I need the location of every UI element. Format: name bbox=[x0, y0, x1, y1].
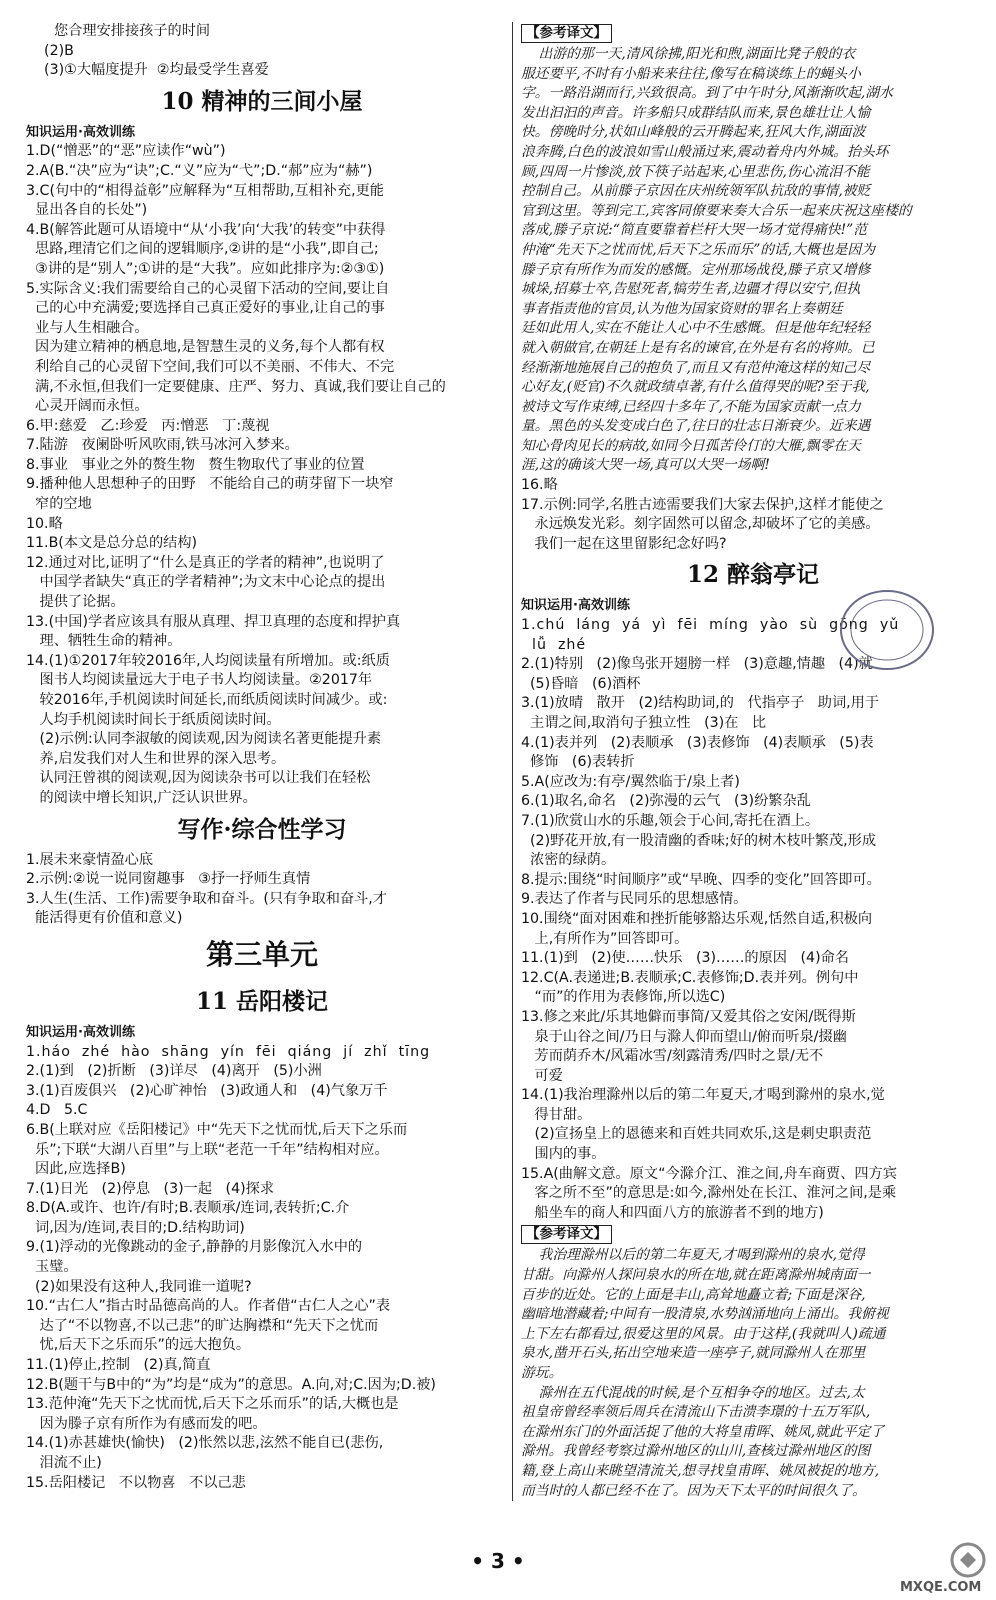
answer-line: 顾,四周一片惨淡,放下筷子站起来,心里悲伤,伤心流泪不能 bbox=[521, 163, 870, 180]
answer-line: 6.B(上联对应《岳阳楼记》中“先天下之忧而忧,后天下之乐而 bbox=[26, 1121, 408, 1138]
answer-line: 词,因为/连词,表目的;D.结构助词) bbox=[26, 1219, 245, 1236]
subsection-label: 知识运用·高效训练 bbox=[521, 598, 630, 614]
answer-line: 4.D 5.C bbox=[26, 1102, 88, 1119]
answer-line: 泉于山谷之间/乃日与滁人仰而望山/俯而听泉/掇幽 bbox=[521, 1028, 847, 1045]
answer-line: 围内的事。 bbox=[521, 1146, 606, 1163]
answer-line: 11.B(本文是总分总的结构) bbox=[26, 535, 198, 552]
answer-line: 思路,理清它们之间的逻辑顺序,②讲的是“小我”,即自己; bbox=[26, 241, 379, 258]
answer-line: 出游的那一天,清风徐拂,阳光和煦,湖面比凳子般的衣 bbox=[521, 46, 856, 62]
answer-line: 2.示例:②说一说同窗趣事 ③抒一抒师生真情 bbox=[26, 871, 311, 888]
answer-line: 知心骨肉见长的病故,如同今日孤苦伶仃的大雁,飘零在天 bbox=[521, 437, 861, 454]
answer-line: (2)B bbox=[26, 42, 74, 59]
answer-line: 8.事业 事业之外的赘生物 赘生物取代了事业的位置 bbox=[26, 456, 365, 473]
answer-line: 泪流不止) bbox=[26, 1455, 102, 1471]
answer-line: 12.B(题干与B中的“为”均是“成为”的意思。A.向,对;C.因为;D.被) bbox=[26, 1376, 436, 1393]
answer-line: “而”的作用为表修饰,所以选C) bbox=[521, 989, 726, 1006]
section-title: 11 岳阳楼记 bbox=[195, 987, 328, 1015]
answer-line: 经渐渐地施展自己的抱负了,而且又有范仲淹这样的知己尽 bbox=[521, 359, 871, 376]
answer-line: 主谓之间,取消句子独立性 (3)在 比 bbox=[521, 715, 767, 731]
answer-line: 2.(1)到 (2)折断 (3)详尽 (4)离开 (5)小洲 bbox=[26, 1063, 322, 1080]
answer-line: 显出各自的长处”) bbox=[26, 202, 148, 219]
right-column bbox=[512, 22, 985, 1501]
answer-line: 籍,登上高山来眺望清流关,想寻找皇甫晖、姚凤被捉的地方, bbox=[521, 1462, 880, 1479]
reference-header bbox=[521, 22, 985, 45]
answer-line: 达了“不以物喜,不以己悲”的旷达胸襟和“先天下之忧而 bbox=[26, 1317, 379, 1334]
page-number: • 3 • bbox=[471, 1549, 525, 1573]
answer-line: 4.B(解答此题可从语境中“从‘小我’向‘大我’的转变”中获得 bbox=[26, 221, 386, 238]
answer-line: 12.通过对比,证明了“什么是真正的学者的精神”,也说明了 bbox=[26, 554, 385, 571]
reference-label: 【参考译文】 bbox=[521, 24, 612, 43]
answer-line: 滕子京有所作为而发的感慨。定州那场战役,滕子京又增修 bbox=[521, 261, 871, 278]
answer-line: 就入朝做官,在朝廷上是有名的谏官,在外是有名的将帅。已 bbox=[521, 339, 875, 356]
answer-line: 业与人生相融合。 bbox=[26, 319, 149, 336]
answer-line: 幽暗地潜藏着;中间有一股清泉,水势汹涌地向上涌出。我俯视 bbox=[521, 1306, 889, 1323]
answer-line: 心好友,(贬官)不久就政绩卓著,有什么值得哭的呢?至于我, bbox=[521, 379, 870, 396]
answer-line: 芳而荫乔木/风霜冰雪/刻露清秀/四时之景/无不 bbox=[521, 1048, 824, 1065]
answer-line: 养,启发我们对人生和世界的深入思考。 bbox=[26, 750, 286, 767]
answer-line: 可爱 bbox=[521, 1067, 563, 1084]
answer-line: lǚ zhé bbox=[521, 636, 587, 653]
answer-line: 认同汪曾祺的阅读观,因为阅读杂书可以让我们在轻松 bbox=[26, 770, 371, 787]
answer-line: 字。一路沿湖而行,兴致很高。到了中午时分,风渐渐吹起,湖水 bbox=[521, 85, 893, 102]
answer-line: 控制自己。从前滕子京因在庆州统领军队抗敌的事情,被贬 bbox=[521, 183, 871, 200]
answer-line: 客之所不至”的意思是:如今,滁州处在长江、淮河之间,是乘 bbox=[521, 1185, 897, 1202]
answer-line: 的阅读中增长知识,广泛认识世界。 bbox=[26, 789, 257, 806]
answer-line: 13.范仲淹“先天下之忧而忧,后天下之乐而乐”的话,大概也是 bbox=[26, 1396, 399, 1413]
answer-line: 15.A(曲解文意。原文“今滁介江、淮之间,舟车商贾、四方宾 bbox=[521, 1165, 897, 1182]
answer-line: 玉璧。 bbox=[26, 1259, 78, 1276]
answer-line: 14.(1)赤甚雄快(愉快) (2)怅然以悲,泫然不能自已(悲伤, bbox=[26, 1435, 384, 1452]
answer-line: 理、牺牲生命的精神。 bbox=[26, 633, 182, 650]
answer-line: 10.“古仁人”指古时品德高尚的人。作者借“古仁人之心”表 bbox=[26, 1298, 391, 1315]
answer-line: 15.岳阳楼记 不以物喜 不以己悲 bbox=[26, 1474, 246, 1491]
answer-line: 事者指责他的官员,认为他为国家资财的罪名上奏朝廷 bbox=[521, 300, 843, 317]
answer-line: 官到这里。等到完工,宾客同僚要来奏大合乐一起来庆祝这座楼的 bbox=[521, 202, 912, 219]
answer-line: 人均手机阅读时间长于纸质阅读时间。 bbox=[26, 711, 281, 728]
answer-line: 13.(中国)学者应该具有服从真理、捍卫真理的态度和捍护真 bbox=[26, 613, 401, 630]
answer-line: 落成,滕子京说:“简直要靠着栏杆大哭一场才觉得痛快!”范 bbox=[521, 222, 868, 239]
answer-line: 较2016年,手机阅读时间延长,而纸质阅读时间减少。或: bbox=[26, 692, 388, 708]
answer-line: 泉水,凿开石头,拓出空地来造一座亭子,就同滁州人在那里 bbox=[521, 1345, 866, 1362]
section-title: 10 精神的三间小屋 bbox=[161, 87, 363, 115]
answer-line: 廷如此用人,实在不能让人心中不生感慨。但是他年纪轻轻 bbox=[521, 320, 871, 337]
answer-line: 提供了论据。 bbox=[26, 594, 125, 611]
subsection-label: 知识运用·高效训练 bbox=[26, 124, 135, 140]
answer-line: 7.陆游 夜阑卧听风吹雨,铁马冰河入梦来。 bbox=[26, 437, 299, 454]
answer-line: 11.(1)停止,控制 (2)真,简直 bbox=[26, 1357, 211, 1374]
answer-line: 浪奔腾,白色的波浪如雪山般涌过来,震动着舟内外城。抬头环 bbox=[521, 143, 889, 160]
answer-line: 14.(1)①2017年较2016年,人均阅读量有所增加。或:纸质 bbox=[26, 652, 390, 669]
answer-line: 涯,这的确该大哭一场,真可以大哭一场啊! bbox=[521, 457, 770, 474]
answer-line: 浓密的绿荫。 bbox=[521, 852, 616, 869]
answer-line: 6.(1)取名,命名 (2)弥漫的云气 (3)纷繁杂乱 bbox=[521, 793, 811, 810]
answer-line: 滁州在五代混战的时候,是个互相争夺的地区。过去,太 bbox=[521, 1384, 865, 1401]
answer-line: 9.表达了作者与民同乐的思想感情。 bbox=[521, 891, 748, 908]
answer-line: 甘甜。向滁州人探问泉水的所在地,就在距离滁州城南面一 bbox=[521, 1267, 871, 1284]
answer-line: (2)宣扬皇上的恩德来和百姓共同欢乐,这是刺史职责范 bbox=[521, 1126, 872, 1143]
answer-line: 己的心中充满爱;要选择自己真正爱好的事业,让自己的事 bbox=[26, 300, 385, 317]
answer-line: 在滁州东门的外面活捉了他的大将皇甫晖、姚凤,就此平定了 bbox=[521, 1423, 885, 1440]
answer-line: 13.修之来此/乐其地僻而事简/又爱其俗之安闲/既得斯 bbox=[521, 1008, 856, 1025]
answer-line: 心灵开阔而永恒。 bbox=[26, 398, 149, 415]
answer-line: (3)①大幅度提升 ②均最受学生喜爱 bbox=[26, 62, 269, 79]
answer-line: 城垛,招募士卒,告慰死者,犒劳生者,边疆才得以安宁,但执 bbox=[521, 281, 861, 298]
answer-line: 量。黑色的头发变成白色了,往日的壮志日渐衰少。近来遇 bbox=[521, 418, 871, 435]
answer-line: (5)昏暗 (6)酒杯 bbox=[521, 675, 641, 692]
answer-line: 忧,后天下之乐而乐”的远大抱负。 bbox=[26, 1337, 251, 1354]
answer-line: 10.略 bbox=[26, 515, 63, 532]
answer-line: 4.(1)表并列 (2)表顺承 (3)表修饰 (4)表顺承 (5)表 bbox=[521, 734, 874, 751]
answer-line: 我们一起在这里留影纪念好吗? bbox=[521, 535, 727, 552]
answer-line: 8.提示:围绕“时间顺序”或“早晚、四季的变化”回答即可。 bbox=[521, 871, 881, 888]
answer-line: 中国学者缺失“真正的学者精神”;为文末中心论点的提出 bbox=[26, 574, 386, 591]
answer-line: 16.略 bbox=[521, 477, 558, 494]
answer-line: 而当时的人都已经不在了。因为天下太平的时间很久了。 bbox=[521, 1482, 866, 1499]
watermark-text: MXQE.COM bbox=[900, 1580, 982, 1595]
answer-line: 利给自己的心灵留下空间,我们可以不美丽、不伟大、不完 bbox=[26, 358, 395, 375]
answer-line: 滁州。我曾经考察过滁州地区的山川,查核过滁州地区的图 bbox=[521, 1443, 871, 1460]
answer-line: 乐”;下联“大湖八百里”与上联“老范一千年”结构相对应。 bbox=[26, 1141, 389, 1158]
answer-line: 永远焕发光彩。刻字固然可以留念,却破坏了它的美感。 bbox=[521, 516, 880, 533]
answer-line: 2.A(B.“决”应为“诀”;C.“义”应为“弋”;D.“郝”应为“赫”) bbox=[26, 162, 373, 179]
answer-line: 百步的近处。它的上面是丰山,高耸地矗立着;下面是深谷, bbox=[521, 1286, 866, 1303]
answer-line: (2)如果没有这种人,我同谁一道呢? bbox=[26, 1278, 252, 1295]
reference-header bbox=[521, 1223, 985, 1246]
answer-line: (2)野花开放,有一股清幽的香味;好的树木枝叶繁茂,形成 bbox=[521, 832, 877, 849]
answer-line: 1.D(“憎恶”的“恶”应读作“wù”) bbox=[26, 143, 226, 160]
answer-line: 被诗文写作束缚,已经四十多年了,不能为国家贡献一点力 bbox=[521, 398, 861, 415]
answer-line: 7.(1)日光 (2)停息 (3)一起 (4)探求 bbox=[26, 1180, 275, 1197]
answer-line: 1.háo zhé hào shāng yín fēi qiáng jí zhǐ tīng bbox=[26, 1043, 431, 1060]
section-title: 写作·综合性学习 bbox=[177, 815, 347, 843]
answer-line: 快。傍晚时分,状如山峰般的云开腾起来,狂风大作,湖面波 bbox=[521, 124, 866, 141]
answer-line: 祖皇帝曾经率领后周兵在清流山下击溃李璟的十五万军队, bbox=[521, 1404, 871, 1421]
answer-line: 9.播种他人思想种子的田野 不能给自己的萌芽留下一块窄 bbox=[26, 476, 394, 493]
answer-line: 能活得更有价值和意义) bbox=[26, 910, 183, 927]
answer-line: 服还要平,不时有小船来来往往,像写在稿谈练上的蝇头小 bbox=[521, 65, 861, 82]
section-title: 12 醉翁亭记 bbox=[686, 561, 819, 589]
answer-line: 6.甲:慈爱 乙:珍爱 丙:憎恶 丁:蔑视 bbox=[26, 417, 270, 434]
answer-line: 1.chú láng yá yì fēi míng yào sù gōng yǔ bbox=[521, 617, 900, 634]
answer-line: 上,有所作为”回答即可。 bbox=[521, 930, 689, 947]
answer-line: 得甘甜。 bbox=[521, 1106, 592, 1123]
left-column bbox=[26, 22, 498, 1493]
answer-line: 修饰 (6)表转折 bbox=[521, 754, 635, 771]
subsection-label: 知识运用·高效训练 bbox=[26, 1024, 135, 1040]
stamp-seal bbox=[838, 588, 936, 672]
answer-line: 上下左右都看过,很爱这里的风景。由于这样,(我就叫人)疏通 bbox=[521, 1325, 886, 1342]
answer-line: 5.实际含义:我们需要给自己的心灵留下活动的空间,要让自 bbox=[26, 280, 390, 297]
answer-line: 8.D(A.或许、也许/有时;B.表顺承/连词,表转折;C.介 bbox=[26, 1200, 350, 1217]
answer-line: 10.围绕“面对困难和挫折能够豁达乐观,恬然自适,积极向 bbox=[521, 910, 873, 927]
answer-line: 7.(1)欣赏山水的乐趣,领会于心间,寄托在酒上。 bbox=[521, 812, 820, 829]
reference-label: 【参考译文】 bbox=[521, 1225, 612, 1244]
answer-line: 您合理安排接孩子的时间 bbox=[54, 23, 211, 39]
answer-line: 因此,应选择B) bbox=[26, 1161, 126, 1178]
answer-line: 9.(1)浮动的光像跳动的金子,静静的月影像沉入水中的 bbox=[26, 1239, 363, 1256]
answer-line: 12.C(A.表递进;B.表顺承;C.表修饰;D.表并列。例句中 bbox=[521, 969, 859, 986]
answer-line: 因为建立精神的栖息地,是智慧生灵的义务,每个人都有权 bbox=[26, 339, 385, 356]
answer-line: 2.(1)特别 (2)像鸟张开翅膀一样 (3)意趣,情趣 (4)就 bbox=[521, 656, 873, 673]
answer-line: 游玩。 bbox=[521, 1365, 563, 1381]
answer-line: 3.C(句中的“相得益彰”应解释为“互相帮助,互相补充,更能 bbox=[26, 182, 384, 199]
answer-line: 3.(1)放晴 散开 (2)结构助词,的 代指亭子 助词,用于 bbox=[521, 695, 880, 712]
answer-line: 5.A(应改为:有亭/翼然临于/泉上者) bbox=[521, 773, 740, 790]
answer-line: 1.展未来豪情盈心底 bbox=[26, 851, 154, 868]
answer-line: 14.(1)我治理滁州以后的第二年夏天,才喝到滁州的泉水,觉 bbox=[521, 1087, 885, 1104]
answer-line: 满,不永恒,但我们一定要健康、庄严、努力、真诚,我们要让自己的 bbox=[26, 378, 446, 395]
answer-line: 3.人生(生活、工作)需要争取和奋斗。(只有争取和奋斗,才 bbox=[26, 890, 387, 907]
answer-line: 3.(1)百废俱兴 (2)心旷神怡 (3)政通人和 (4)气象万千 bbox=[26, 1082, 388, 1099]
answer-line: 图书人均阅读量远大于电子书人均阅读量。②2017年 bbox=[26, 672, 373, 689]
answer-line: 11.(1)到 (2)使……快乐 (3)……的原因 (4)命名 bbox=[521, 950, 849, 967]
answer-line: 船坐车的商人和四面八方的旅游者不到的地方) bbox=[521, 1204, 824, 1221]
answer-line: 发出汩汩的声音。许多船只成群结队而来,景色雄壮让人愉 bbox=[521, 104, 871, 121]
answer-line: 我治理滁州以后的第二年夏天,才喝到滁州的泉水,觉得 bbox=[521, 1247, 865, 1264]
answer-line: ③讲的是“别人”;①讲的是“大我”。应如此排序为:②③①) bbox=[26, 260, 385, 277]
answer-line: (2)示例:认同李淑敏的阅读观,因为阅读名著更能提升素 bbox=[26, 731, 382, 748]
answer-line: 17.示例:同学,名胜古迹需要我们大家去保护,这样才能使之 bbox=[521, 496, 884, 513]
answer-line: 仲淹“先天下之忧而忧,后天下之乐而乐”的话,大概也是因为 bbox=[521, 241, 876, 258]
answer-line: 因为滕子京有所作为有感而发的吧。 bbox=[26, 1415, 267, 1432]
unit-title: 第三单元 bbox=[205, 937, 318, 971]
answer-line: 窄的空地 bbox=[26, 496, 92, 513]
